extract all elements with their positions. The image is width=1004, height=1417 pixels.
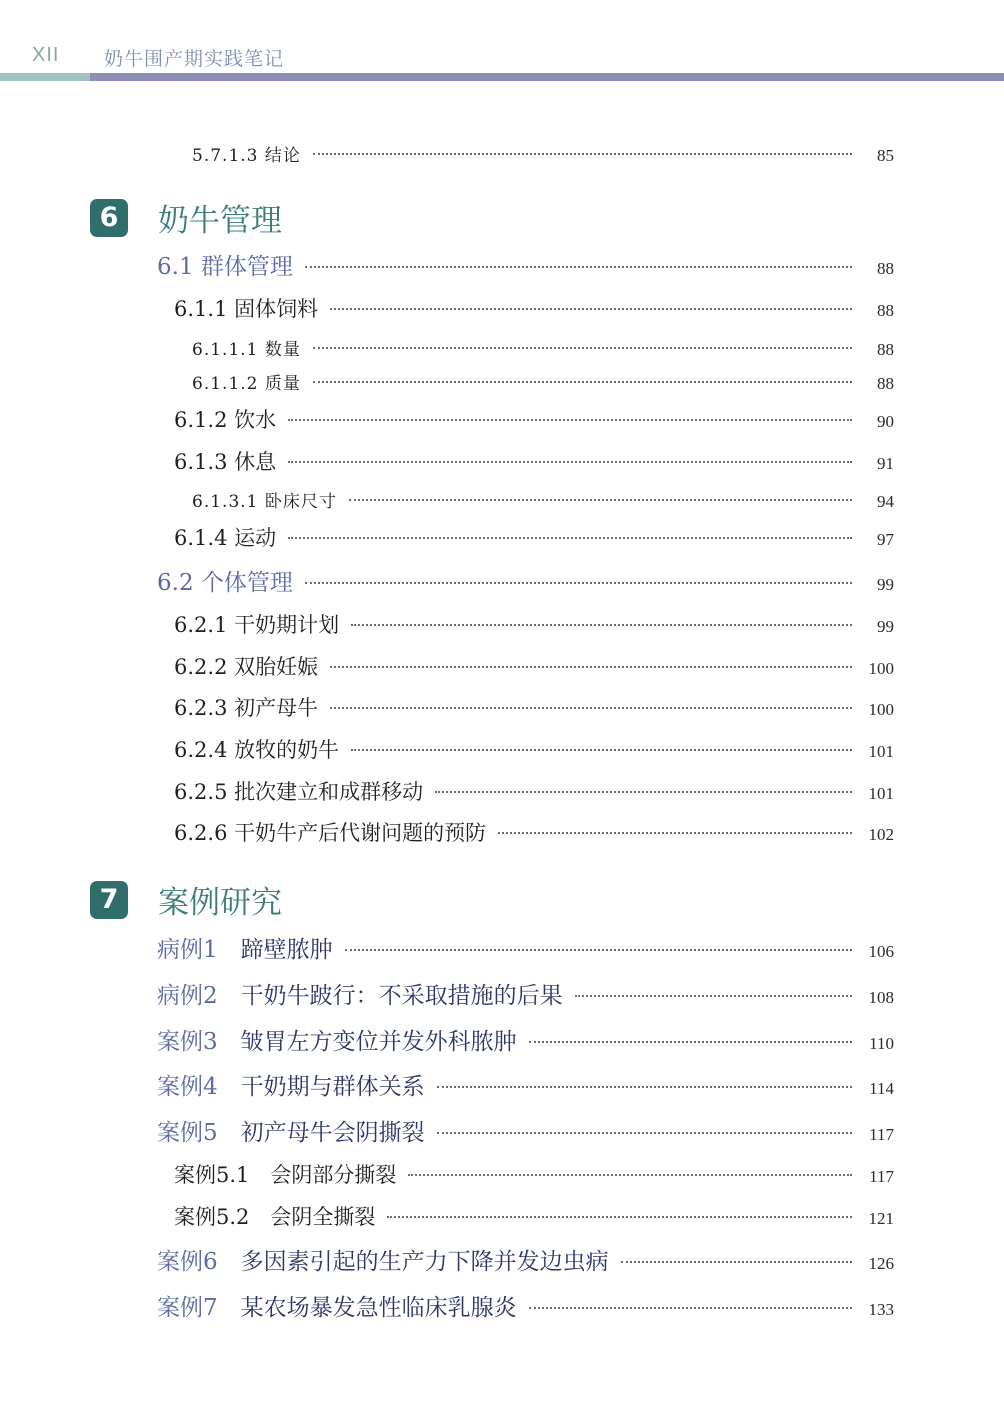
dot-leader: [330, 666, 852, 668]
toc-subsection[interactable]: [174, 734, 894, 768]
toc-entry-page: 101: [868, 784, 894, 803]
toc-subsection[interactable]: [174, 692, 894, 726]
chapter-heading[interactable]: [90, 877, 282, 922]
toc-entry-page: 91: [877, 454, 894, 473]
toc-entry-page: 88: [877, 340, 894, 359]
toc-entry-page: 88: [877, 374, 894, 393]
toc-entry-label: 多因素引起的生产力下降并发边虫病: [240, 1249, 609, 1275]
toc-subcase[interactable]: [174, 1159, 894, 1193]
toc-entry-label: 6.1.3.1 卧床尺寸: [192, 492, 337, 512]
toc-case[interactable]: [157, 1289, 894, 1323]
toc-entry-page: 97: [877, 530, 894, 549]
dot-leader: [305, 266, 852, 268]
toc-entry-label: 6.1.4 运动: [174, 526, 277, 550]
toc-entry-page: 106: [868, 942, 894, 961]
toc-section[interactable]: [157, 248, 894, 282]
toc-entry-page: 121: [868, 1209, 894, 1228]
toc-entry-page: 100: [868, 700, 894, 719]
chapter-heading[interactable]: [90, 195, 282, 240]
toc-case[interactable]: [157, 1068, 894, 1102]
toc-subsubsection[interactable]: [192, 369, 894, 403]
case-id: 案例4: [157, 1074, 218, 1100]
chapter-number-badge: 7: [90, 881, 128, 919]
case-id: 案例5: [157, 1120, 218, 1146]
dot-leader: [349, 499, 852, 501]
toc-subsection[interactable]: [174, 404, 894, 438]
toc-case[interactable]: [157, 977, 894, 1011]
case-id: 案例5.1: [174, 1163, 250, 1187]
dot-leader: [529, 1307, 852, 1309]
chapter-title: 案例研究: [158, 885, 282, 921]
toc-entry-page: 90: [877, 412, 894, 431]
toc-entry-label: 干奶期与群体关系: [240, 1074, 425, 1100]
dot-leader: [313, 347, 852, 349]
page-number: XII: [32, 44, 60, 66]
dot-leader: [351, 749, 852, 751]
dot-leader: [437, 1086, 852, 1088]
toc-entry-page: 99: [877, 617, 894, 636]
toc-entry-label: 6.1.1 固体饲料: [174, 297, 319, 321]
toc-entry-label: 6.2.6 干奶牛产后代谢问题的预防: [174, 821, 487, 845]
dot-leader: [387, 1216, 852, 1218]
dot-leader: [498, 832, 852, 834]
toc-entry-label: 5.7.1.3 结论: [192, 146, 301, 166]
toc-case[interactable]: [157, 931, 894, 965]
toc-entry-page: 133: [868, 1300, 894, 1319]
toc-entry-label: 6.2.3 初产母牛: [174, 696, 319, 720]
toc-entry-label: 6.1.1.2 质量: [192, 374, 301, 394]
toc-entry-page: 101: [868, 742, 894, 761]
toc-entry-label: 6.1.2 饮水: [174, 408, 277, 432]
chapter-number-badge: 6: [90, 199, 128, 237]
dot-leader: [305, 582, 852, 584]
toc-entry-page: 94: [877, 492, 894, 511]
dot-leader: [408, 1174, 852, 1176]
case-id: 案例5.2: [174, 1205, 250, 1229]
toc-entry-label: 6.1.3 休息: [174, 450, 277, 474]
toc-entry-label: 6.1.1.1 数量: [192, 340, 301, 360]
toc-entry-label: 6.2.2 双胎妊娠: [174, 655, 319, 679]
toc-entry-page: 99: [877, 575, 894, 594]
page-header: [0, 0, 1004, 82]
dot-leader: [288, 461, 852, 463]
case-id: 病例1: [157, 937, 218, 963]
toc-entry-label: 初产母牛会阴撕裂: [240, 1120, 425, 1146]
toc-entry-page: 102: [868, 825, 894, 844]
running-title: 奶牛围产期实践笔记: [104, 48, 285, 70]
toc-entry[interactable]: [192, 141, 894, 175]
dot-leader: [529, 1041, 852, 1043]
toc-subsection[interactable]: [174, 446, 894, 480]
toc-subsection[interactable]: [174, 651, 894, 685]
toc-entry-label: 某农场暴发急性临床乳腺炎: [240, 1295, 517, 1321]
toc-entry-label: 皱胃左方变位并发外科脓肿: [240, 1029, 517, 1055]
toc-entry-label: 6.2.4 放牧的奶牛: [174, 738, 340, 762]
toc-entry-page: 88: [877, 259, 894, 278]
toc-subsubsection[interactable]: [192, 487, 894, 521]
dot-leader: [621, 1261, 852, 1263]
toc-entry-label: 6.1 群体管理: [157, 254, 293, 280]
toc-case[interactable]: [157, 1023, 894, 1057]
toc-entry-label: 会阴部分撕裂: [270, 1163, 397, 1187]
toc-entry-label: 6.2.1 干奶期计划: [174, 613, 340, 637]
dot-leader: [288, 419, 852, 421]
case-id: 案例6: [157, 1249, 218, 1275]
dot-leader: [575, 995, 852, 997]
toc-subsection[interactable]: [174, 293, 894, 327]
toc-entry-page: 117: [869, 1125, 894, 1144]
toc-case[interactable]: [157, 1243, 894, 1277]
dot-leader: [288, 537, 852, 539]
toc-entry-page: 100: [868, 659, 894, 678]
toc-entry-label: 会阴全撕裂: [270, 1205, 376, 1229]
dot-leader: [313, 153, 852, 155]
toc-entry-page: 108: [868, 988, 894, 1007]
toc-subcase[interactable]: [174, 1201, 894, 1235]
toc-entry-label: 蹄壁脓肿: [240, 937, 333, 963]
toc-entry-page: 126: [868, 1254, 894, 1273]
toc-subsection[interactable]: [174, 817, 894, 851]
dot-leader: [437, 1132, 852, 1134]
toc-subsection[interactable]: [174, 609, 894, 643]
dot-leader: [313, 381, 852, 383]
toc-entry-page: 117: [869, 1167, 894, 1186]
toc-subsubsection[interactable]: [192, 335, 894, 369]
toc-entry-page: 114: [869, 1079, 894, 1098]
dot-leader: [351, 624, 852, 626]
toc-entry-label: 6.2 个体管理: [157, 570, 293, 596]
header-rule-accent: [0, 73, 90, 81]
toc-case[interactable]: [157, 1114, 894, 1148]
header-rule: [90, 73, 1004, 81]
toc-entry-label: 干奶牛跛行：不采取措施的后果: [240, 983, 563, 1009]
case-id: 病例2: [157, 983, 218, 1009]
toc-section[interactable]: [157, 564, 894, 598]
dot-leader: [330, 707, 852, 709]
dot-leader: [345, 949, 852, 951]
toc-subsection[interactable]: [174, 776, 894, 810]
toc-entry-page: 85: [877, 146, 894, 165]
toc-entry-page: 88: [877, 301, 894, 320]
chapter-title: 奶牛管理: [158, 203, 282, 239]
toc-entry-page: 110: [869, 1034, 894, 1053]
case-id: 案例3: [157, 1029, 218, 1055]
dot-leader: [435, 791, 852, 793]
case-id: 案例7: [157, 1295, 218, 1321]
toc-entry-label: 6.2.5 批次建立和成群移动: [174, 780, 424, 804]
toc-subsection[interactable]: [174, 522, 894, 556]
dot-leader: [330, 308, 852, 310]
